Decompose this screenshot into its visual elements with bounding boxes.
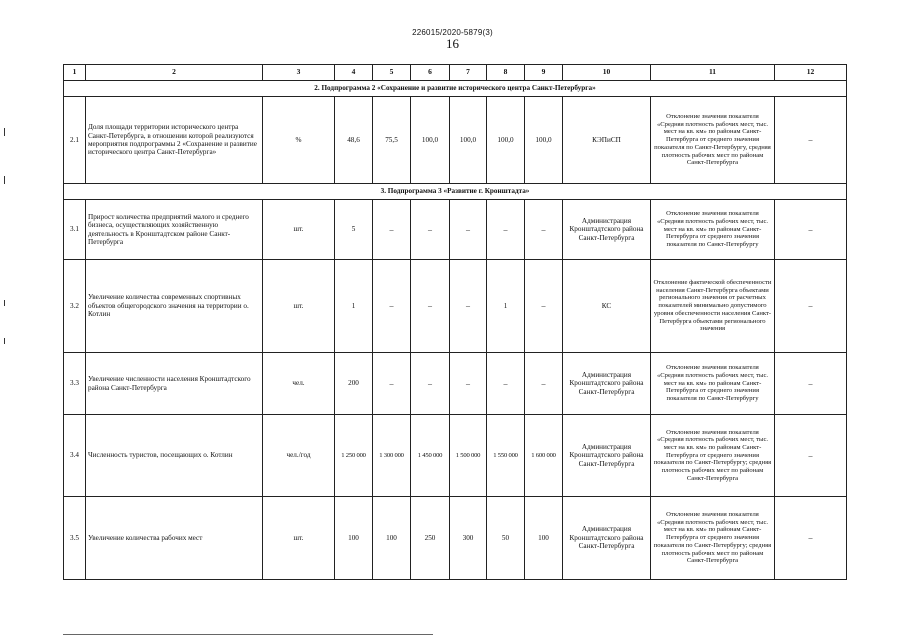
row-number: 2.1 bbox=[64, 97, 86, 184]
value-col7: – bbox=[450, 260, 487, 353]
column-header: 4 bbox=[335, 65, 373, 81]
column-header: 2 bbox=[86, 65, 263, 81]
table-row bbox=[64, 260, 847, 353]
unit: шт. bbox=[263, 260, 335, 353]
value-col5: 100 bbox=[373, 497, 411, 580]
value-col8: 1 bbox=[487, 260, 525, 353]
responsible: Администрация Кронштадтского района Санкт-Петербурга bbox=[563, 497, 651, 580]
value-col7: 100,0 bbox=[450, 97, 487, 184]
table-row bbox=[64, 200, 847, 260]
indicator-name: Прирост количества предприятий малого и среднего бизнеса, осуществляющих хозяйственную деятельность в Кронштадтском районе Санкт-Петербурга bbox=[86, 200, 263, 260]
value-col8: – bbox=[487, 200, 525, 260]
unit: шт. bbox=[263, 497, 335, 580]
value-col9: – bbox=[525, 260, 563, 353]
row-number: 3.5 bbox=[64, 497, 86, 580]
indicator-name: Увеличение количества рабочих мест bbox=[86, 497, 263, 580]
row-number: 3.3 bbox=[64, 353, 86, 415]
value-col7: – bbox=[450, 353, 487, 415]
page-number: 16 bbox=[446, 36, 459, 51]
row-number: 3.2 bbox=[64, 260, 86, 353]
document-id: 226015/2020-5879(3) bbox=[412, 28, 493, 37]
note: Отклонение значения показателя «Средняя плотность рабочих мест, тыс. мест на кв. км» по районам Санкт-Петербурга от среднего значения показателя по Санкт-Петербургу bbox=[651, 353, 775, 415]
section-row bbox=[64, 81, 847, 97]
value-col4: 5 bbox=[335, 200, 373, 260]
row-number: 3.4 bbox=[64, 415, 86, 497]
responsible: Администрация Кронштадтского района Санкт-Петербурга bbox=[563, 200, 651, 260]
value-col5: 1 300 000 bbox=[373, 415, 411, 497]
unit: чел. bbox=[263, 353, 335, 415]
margin-mark bbox=[4, 338, 5, 344]
footer-rule bbox=[63, 634, 433, 635]
indicators-table bbox=[63, 64, 847, 580]
value-col5: – bbox=[373, 353, 411, 415]
note: Отклонение значения показателя «Средняя плотность рабочих мест, тыс. мест на кв. км» по районам Санкт-Петербурга от среднего значения показателя по Санкт-Петербургу, средняя плотность рабочих мест по районам Санкт-Петербурга bbox=[651, 97, 775, 184]
value-col7: 1 500 000 bbox=[450, 415, 487, 497]
column-header: 11 bbox=[651, 65, 775, 81]
row-number: 3.1 bbox=[64, 200, 86, 260]
value-col9: – bbox=[525, 353, 563, 415]
responsible: Администрация Кронштадтского района Санкт-Петербурга bbox=[563, 353, 651, 415]
value-col8: 1 550 000 bbox=[487, 415, 525, 497]
value-col9: 100 bbox=[525, 497, 563, 580]
value-col8: – bbox=[487, 353, 525, 415]
value-col6: 1 450 000 bbox=[411, 415, 450, 497]
column-header: 3 bbox=[263, 65, 335, 81]
value-col6: 100,0 bbox=[411, 97, 450, 184]
column-12: – bbox=[775, 200, 847, 260]
value-col8: 50 bbox=[487, 497, 525, 580]
section-title: 2. Подпрограмма 2 «Сохранение и развитие исторического центра Санкт-Петербурга» bbox=[64, 81, 847, 97]
value-col8: 100,0 bbox=[487, 97, 525, 184]
value-col6: 250 bbox=[411, 497, 450, 580]
column-header: 8 bbox=[487, 65, 525, 81]
indicator-name: Увеличение численности населения Кронштадтского района Санкт-Петербурга bbox=[86, 353, 263, 415]
column-header: 9 bbox=[525, 65, 563, 81]
column-header: 6 bbox=[411, 65, 450, 81]
value-col4: 48,6 bbox=[335, 97, 373, 184]
note: Отклонение значения показателя «Средняя плотность рабочих мест, тыс. мест на кв. км» по районам Санкт-Петербурга от среднего значения показателя по Санкт-Петербургу; средняя плотность рабочих мест по районам Санкт-Петербурга bbox=[651, 497, 775, 580]
table-row bbox=[64, 353, 847, 415]
column-header: 1 bbox=[64, 65, 86, 81]
table-row bbox=[64, 97, 847, 184]
value-col6: – bbox=[411, 353, 450, 415]
responsible: КС bbox=[563, 260, 651, 353]
unit: шт. bbox=[263, 200, 335, 260]
value-col9: 100,0 bbox=[525, 97, 563, 184]
column-header: 10 bbox=[563, 65, 651, 81]
value-col4: 1 250 000 bbox=[335, 415, 373, 497]
column-12: – bbox=[775, 353, 847, 415]
margin-mark bbox=[4, 128, 5, 136]
note: Отклонение фактической обеспеченности населения Санкт-Петербурга объектами регионального значения от расчетных показателей минимально допустимого уровня обеспеченности населения Санкт-Петербурга объектами регионального значения bbox=[651, 260, 775, 353]
value-col5: – bbox=[373, 200, 411, 260]
section-row bbox=[64, 184, 847, 200]
column-12: – bbox=[775, 97, 847, 184]
value-col4: 200 bbox=[335, 353, 373, 415]
column-12: – bbox=[775, 415, 847, 497]
value-col7: 300 bbox=[450, 497, 487, 580]
value-col9: 1 600 000 bbox=[525, 415, 563, 497]
value-col4: 1 bbox=[335, 260, 373, 353]
unit: % bbox=[263, 97, 335, 184]
header-row bbox=[64, 65, 847, 81]
note: Отклонение значения показателя «Средняя плотность рабочих мест, тыс. мест на кв. км» по районам Санкт-Петербурга от среднего значения показателя по Санкт-Петербургу bbox=[651, 200, 775, 260]
value-col4: 100 bbox=[335, 497, 373, 580]
indicator-name: Доля площади территории исторического центра Санкт-Петербурга, в отношении которой реализуются мероприятия подпрограммы 2 «Сохранение и развитие исторического центра Санкт-Петербурга» bbox=[86, 97, 263, 184]
responsible: Администрация Кронштадтского района Санкт-Петербурга bbox=[563, 415, 651, 497]
indicator-name: Увеличение количества современных спортивных объектов общегородского значения на территории о. Котлин bbox=[86, 260, 263, 353]
margin-mark bbox=[4, 176, 5, 184]
value-col5: 75,5 bbox=[373, 97, 411, 184]
value-col9: – bbox=[525, 200, 563, 260]
value-col6: – bbox=[411, 260, 450, 353]
column-12: – bbox=[775, 260, 847, 353]
responsible: КЭПиСП bbox=[563, 97, 651, 184]
column-header: 7 bbox=[450, 65, 487, 81]
value-col7: – bbox=[450, 200, 487, 260]
unit: чел./год bbox=[263, 415, 335, 497]
note: Отклонение значения показателя «Средняя плотность рабочих мест, тыс. мест на кв. км» по районам Санкт-Петербурга от среднего значения показателя по Санкт-Петербургу; средняя плотность рабочих мест по районам Санкт-Петербурга bbox=[651, 415, 775, 497]
table-row bbox=[64, 415, 847, 497]
column-12: – bbox=[775, 497, 847, 580]
column-header: 12 bbox=[775, 65, 847, 81]
value-col6: – bbox=[411, 200, 450, 260]
value-col5: – bbox=[373, 260, 411, 353]
column-header: 5 bbox=[373, 65, 411, 81]
section-title: 3. Подпрограмма 3 «Развитие г. Кронштадта» bbox=[64, 184, 847, 200]
indicator-name: Численность туристов, посещающих о. Котлин bbox=[86, 415, 263, 497]
margin-mark bbox=[4, 300, 5, 306]
table-row bbox=[64, 497, 847, 580]
